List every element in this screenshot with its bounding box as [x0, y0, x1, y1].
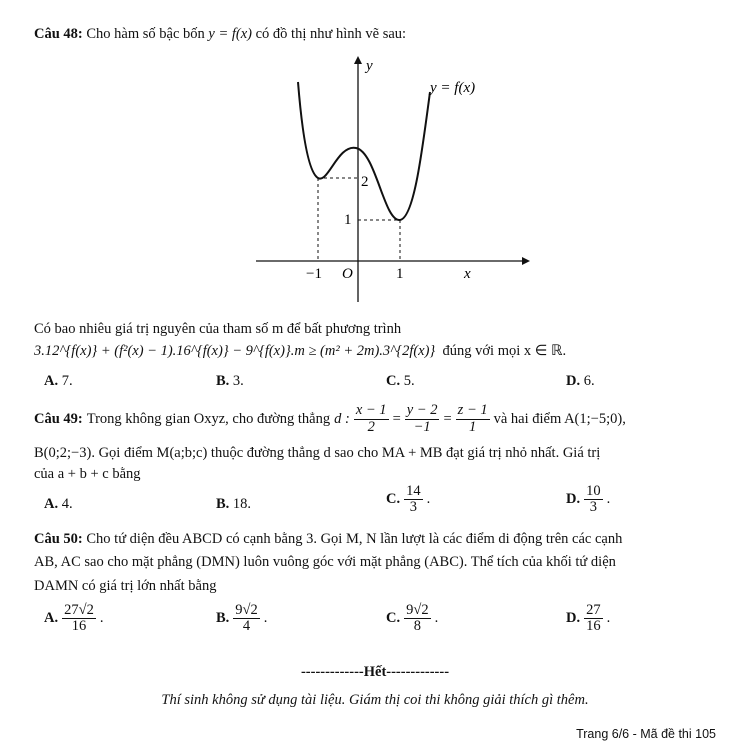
- page-footer: Trang 6/6 - Mã đề thi 105: [576, 727, 716, 741]
- q48-func: y = f(x): [208, 26, 252, 42]
- q49-option-c-frac: $\frac{14}{3}$: [406, 483, 421, 516]
- q48-option-c[interactable]: C. 5.: [386, 373, 415, 389]
- q48-option-a[interactable]: A. 7.: [44, 373, 73, 389]
- curve: [298, 82, 430, 220]
- end-marker: -------------Hết-------------: [300, 664, 450, 680]
- q50-option-d[interactable]: D. $\frac{27}{16}$ .: [566, 602, 611, 635]
- q49-line1: Câu 49: Trong không gian Oxyz, cho đường thẳng d : $\frac{x - 1}{2}$ = $\frac{y - 2}{-1}$ = $\frac{z - 1}{1}$ và hai điểm A(1;−5;0),: [34, 402, 626, 435]
- q50-text: Cho tứ diện đều ABCD có cạnh bằng 3. Gọi M, N lần lượt là các điểm di động trên các cạnh: [86, 531, 623, 547]
- q50-line3: DAMN có giá trị lớn nhất bằng: [34, 578, 217, 594]
- q50-option-c-frac: $\frac{9√2}{8}$: [406, 602, 429, 635]
- q50-label: Câu 50:: [34, 531, 83, 547]
- q48-inequality-line: [34, 343, 566, 360]
- q48-option-d[interactable]: D. 6.: [566, 373, 595, 389]
- q49-d-prefix: d :: [334, 410, 350, 427]
- q49-option-d[interactable]: D. $\frac{10}{3}$ .: [566, 483, 611, 516]
- q49-line1-end: và hai điểm A(1;−5;0),: [493, 410, 626, 427]
- q50-option-a[interactable]: A. $\frac{27√2}{16}$ .: [44, 602, 104, 635]
- q50-option-d-frac: $\frac{27}{16}$: [586, 602, 601, 635]
- q50-option-a-frac: $\frac{27√2}{16}$: [64, 602, 94, 635]
- curve-label: y = f(x): [430, 80, 476, 96]
- q48-header: [34, 26, 406, 43]
- q49-option-b[interactable]: B. 18.: [216, 496, 252, 512]
- q49-option-d-frac: $\frac{10}{3}$: [586, 483, 601, 516]
- y-axis-arrow: [354, 56, 362, 64]
- q48-inequality: 3.12^{f(x)} + (f²(x) − 1).16^{f(x)} − 9^{f(x)}.m ≥ (m² + 2m).3^{2f(x)}: [34, 343, 436, 359]
- q49-option-c[interactable]: C. $\frac{14}{3}$ .: [386, 483, 431, 516]
- origin-label: O: [342, 266, 353, 282]
- q50-line1: [34, 531, 622, 548]
- q48-suffix: đúng với mọi x ∈ ℝ.: [442, 343, 567, 359]
- q49-option-a[interactable]: A. 4.: [44, 496, 73, 512]
- q49-frac-x: $\frac{x - 1}{2}$: [355, 402, 387, 435]
- q49-label: Câu 49:: [34, 410, 83, 427]
- q48-label: Câu 48:: [34, 26, 83, 42]
- x-axis-arrow: [522, 257, 530, 265]
- tick-1: 1: [396, 266, 404, 282]
- q48-text: Cho hàm số bậc bốn: [86, 26, 205, 42]
- q48-text2: có đồ thị như hình vẽ sau:: [255, 26, 407, 42]
- exam-note: Thí sinh không sử dụng tài liệu. Giám thị coi thi không giải thích gì thêm.: [161, 692, 589, 708]
- q49-line2: B(0;2;−3). Gọi điểm M(a;b;c) thuộc đường thẳng d sao cho MA + MB đạt giá trị nhỏ nhất. Giá trị: [34, 445, 601, 461]
- q48-option-b[interactable]: B. 3.: [216, 373, 244, 389]
- ytick-1: 1: [344, 212, 352, 228]
- y-axis-label: y: [366, 58, 373, 74]
- q49-frac-y: $\frac{y - 2}{-1}$: [406, 402, 438, 435]
- q50-option-b-frac: $\frac{9√2}{4}$: [235, 602, 258, 635]
- x-axis-label: x: [464, 266, 471, 282]
- q48-question: Có bao nhiêu giá trị nguyên của tham số m để bất phương trình: [34, 321, 402, 337]
- q50-option-c[interactable]: C. $\frac{9√2}{8}$ .: [386, 602, 439, 635]
- q50-line2: AB, AC sao cho mặt phẳng (DMN) luôn vuông góc với mặt phẳng (ABC). Thể tích của khối tứ diện: [34, 554, 616, 570]
- ytick-2: 2: [361, 174, 369, 190]
- q49-line3: của a + b + c bằng: [34, 466, 141, 482]
- q49-text: Trong không gian Oxyz, cho đường thẳng: [86, 410, 331, 427]
- q50-option-b[interactable]: B. $\frac{9√2}{4}$ .: [216, 602, 268, 635]
- tick-neg1: −1: [306, 266, 322, 282]
- function-graph: [250, 52, 530, 312]
- q49-frac-z: $\frac{z - 1}{1}$: [457, 402, 488, 435]
